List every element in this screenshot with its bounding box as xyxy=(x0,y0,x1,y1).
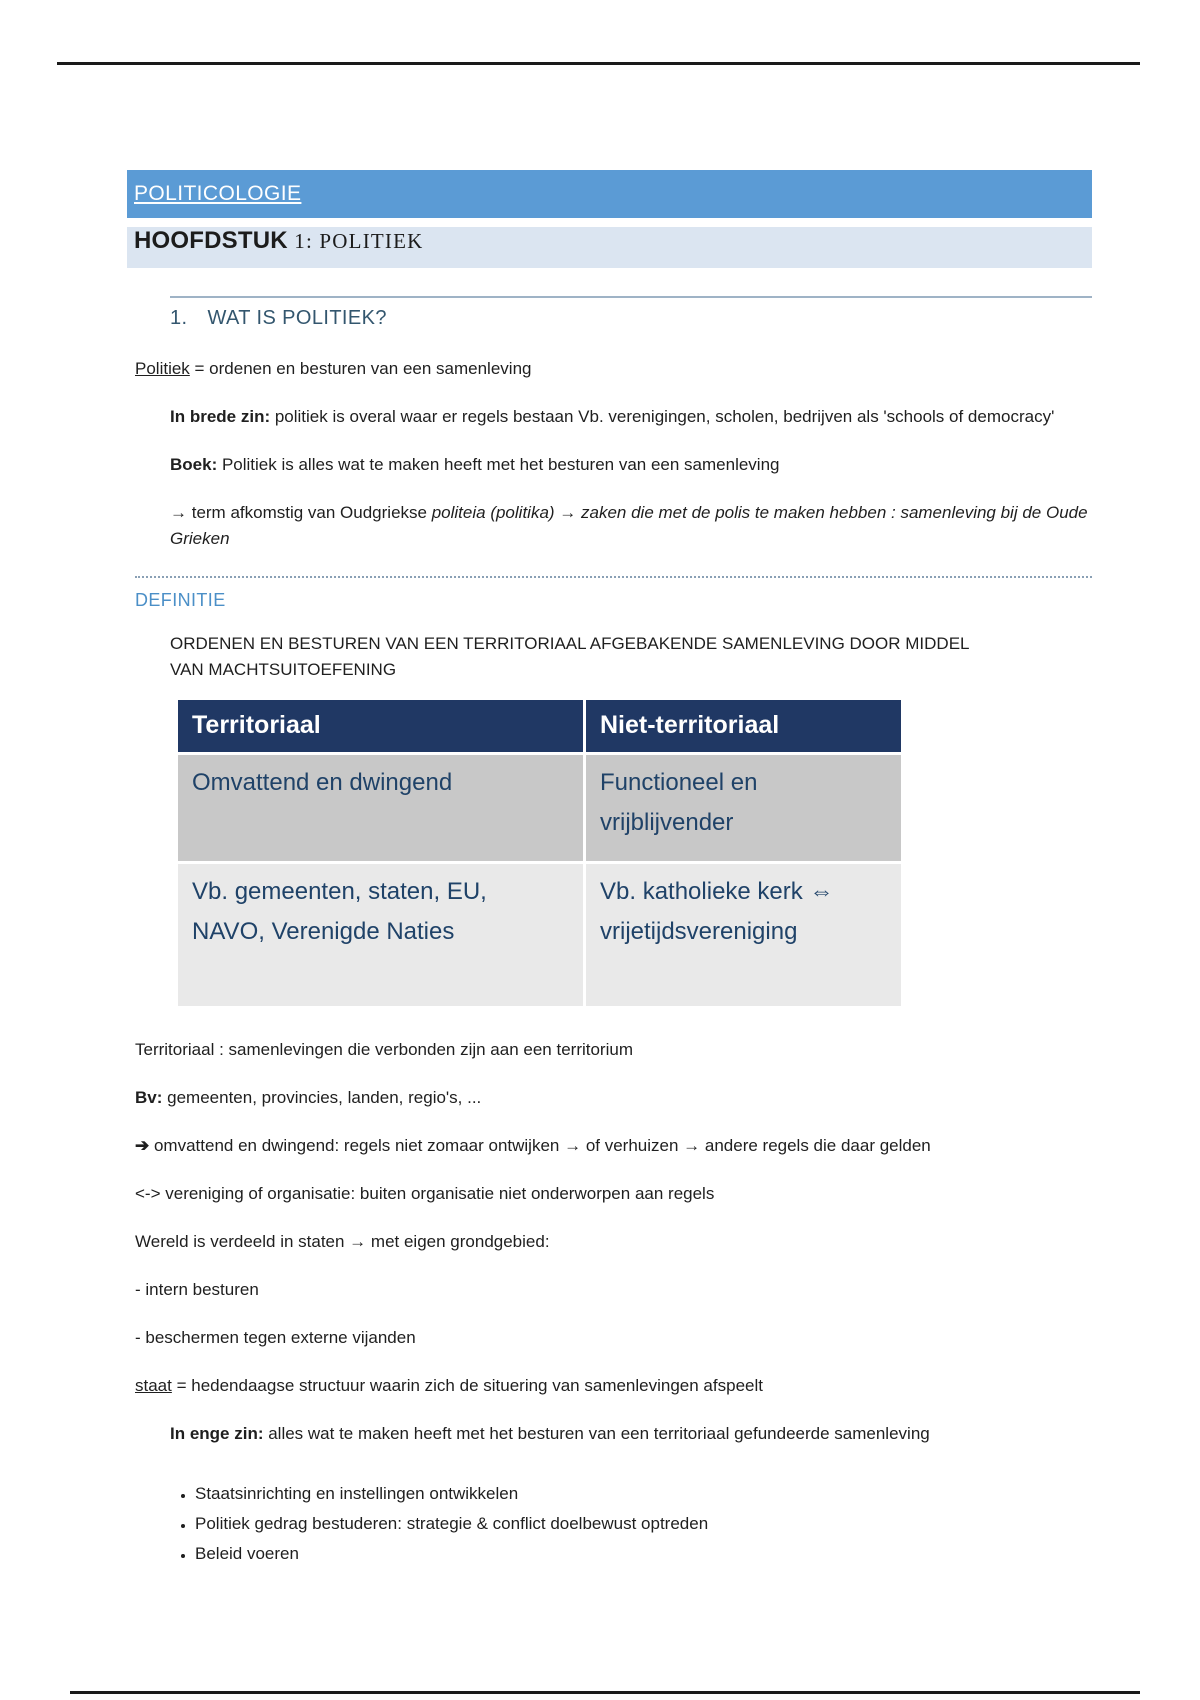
table-cell: Vb. gemeenten, staten, EU, NAVO, Verenigde Naties xyxy=(178,864,583,1006)
page-bottom-border xyxy=(70,1691,1140,1694)
paragraph-politiek-definition: Politiek = ordenen en besturen van een samenleving xyxy=(135,359,532,378)
paragraph-territoriaal: Territoriaal : samenlevingen die verbonden zijn aan een territorium xyxy=(135,1040,633,1059)
dotted-divider xyxy=(135,576,1092,578)
table-header-niet-territoriaal: Niet-territoriaal xyxy=(586,700,901,752)
page-top-border xyxy=(57,62,1140,65)
paragraph-beschermen: - beschermen tegen externe vijanden xyxy=(135,1328,416,1347)
chapter-title: 1: POLITIEK xyxy=(287,229,424,253)
table-cell: Omvattend en dwingend xyxy=(178,755,583,861)
list-item: • Beleid voeren xyxy=(195,1539,1092,1569)
paragraph-omvattend: ➔ omvattend en dwingend: regels niet zomaar ontwijken → of verhuizen → andere regels die daar gelden xyxy=(135,1136,931,1155)
paragraph-vereniging: <-> vereniging of organisatie: buiten organisatie niet onderworpen aan regels xyxy=(135,1184,715,1203)
section-heading xyxy=(170,296,1092,330)
paragraph-in-brede-zin: In brede zin: politiek is overal waar er regels bestaan Vb. verenigingen, scholen, bedrijven als 'schools of democracy' xyxy=(170,407,1055,426)
territoriaal-table xyxy=(175,697,904,1009)
paragraph-definitie-text: ORDENEN EN BESTUREN VAN EEN TERRITORIAAL AFGEBAKENDE SAMENLEVING DOOR MIDDEL VAN MACHTSUITOEFENING xyxy=(170,634,969,679)
table-cell: Functioneel en vrijblijvender xyxy=(586,755,901,861)
list-item: • Politiek gedrag bestuderen: strategie & conflict doelbewust optreden xyxy=(195,1509,1092,1539)
list-item: • Staatsinrichting en instellingen ontwikkelen xyxy=(195,1479,1092,1509)
document-content xyxy=(135,170,1092,1569)
paragraph-staat: staat = hedendaagse structuur waarin zich de situering van samenlevingen afspeelt xyxy=(135,1376,763,1395)
section-title: WAT IS POLITIEK? xyxy=(207,307,387,329)
table-row xyxy=(178,864,901,1006)
table-row xyxy=(178,755,901,861)
chapter-banner xyxy=(127,227,1092,268)
definitie-label: DEFINITIE xyxy=(135,590,226,610)
chapter-prefix: HOOFDSTUK xyxy=(134,227,288,254)
paragraph-in-enge-zin: In enge zin: alles wat te maken heeft met het besturen van een territoriaal gefundeerde samenleving xyxy=(170,1424,930,1443)
paragraph-term-afkomstig: → term afkomstig van Oudgriekse politeia (politika) → zaken die met de polis te maken hebben : samenleving bij de Oude Grieken xyxy=(170,503,1088,548)
table-cell: Vb. katholieke kerk ⇔ vrijetijdsvereniging xyxy=(586,864,901,1006)
table-header-territoriaal: Territoriaal xyxy=(178,700,583,752)
section-number: 1. xyxy=(170,307,188,329)
bullet-list xyxy=(177,1479,1092,1569)
title-banner xyxy=(127,170,1092,218)
paragraph-intern-besturen: - intern besturen xyxy=(135,1280,259,1299)
paragraph-boek: Boek: Politiek is alles wat te maken heeft met het besturen van een samenleving xyxy=(170,455,780,474)
table-header-row xyxy=(178,700,901,752)
paragraph-wereld: Wereld is verdeeld in staten → met eigen grondgebied: xyxy=(135,1232,550,1251)
document-title: POLITICOLOGIE xyxy=(134,182,302,205)
paragraph-bv: Bv: gemeenten, provincies, landen, regio's, ... xyxy=(135,1088,482,1107)
